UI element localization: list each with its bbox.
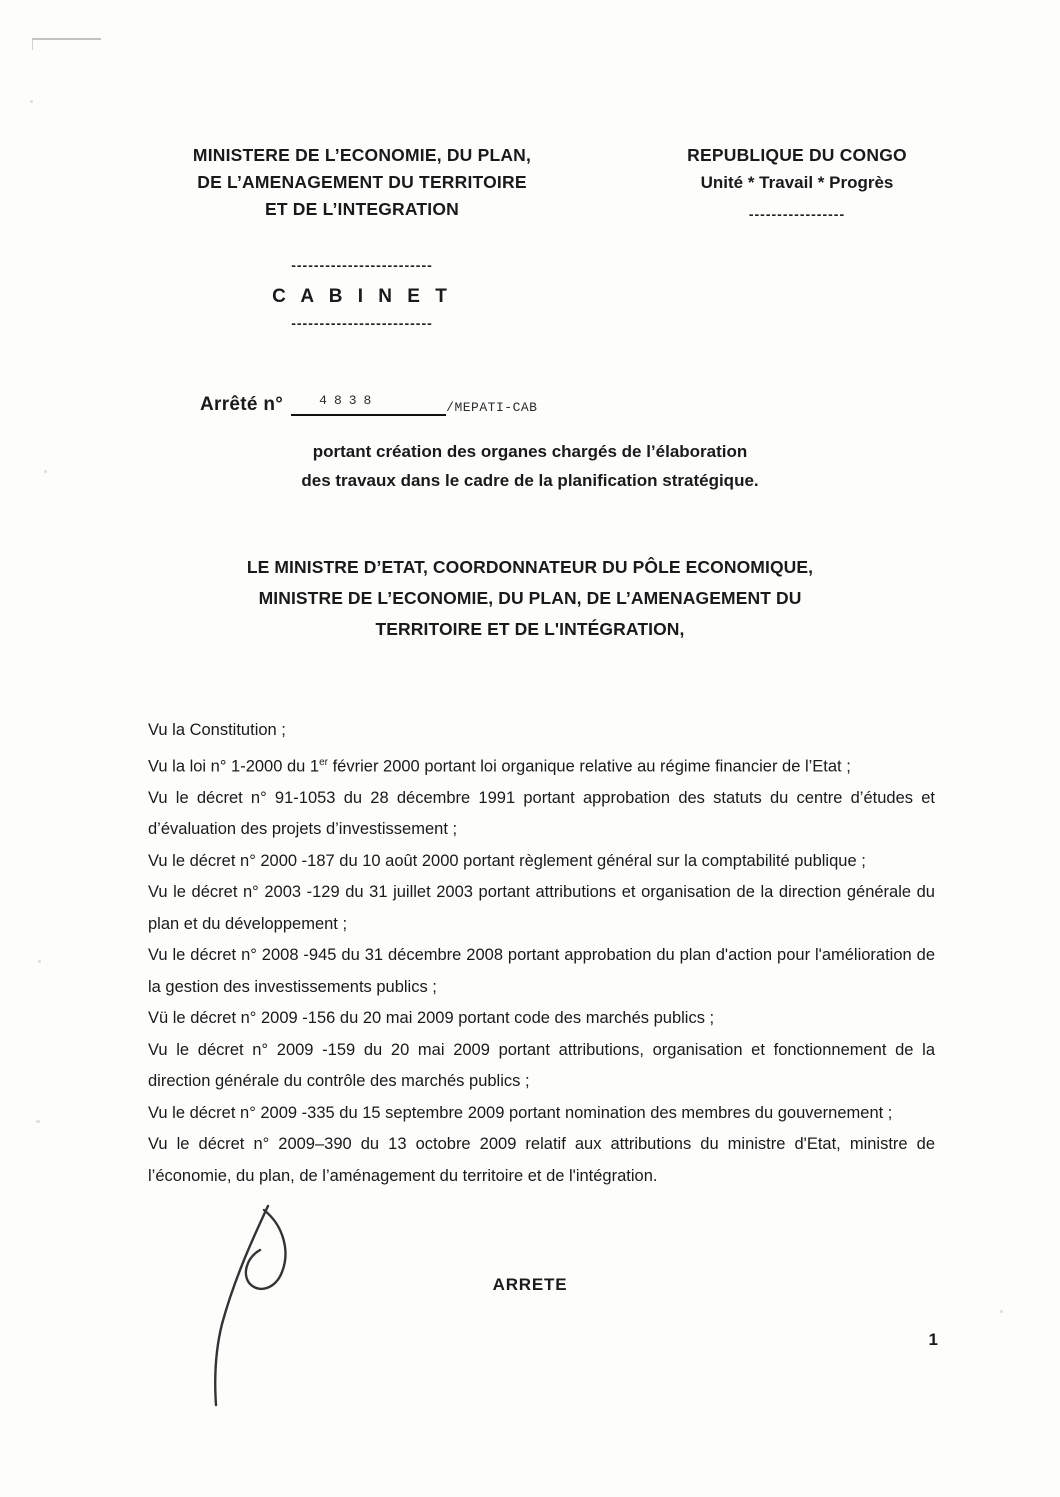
separator-cabinet-bottom: ------------------------- xyxy=(291,315,433,331)
reference-number: 4838 xyxy=(319,393,379,408)
recital-item: Vu la loi n° 1-2000 du 1er février 2000 portant loi organique relative au régime financier de l’Etat ; xyxy=(148,756,851,775)
scan-artifact-corner xyxy=(32,38,101,50)
handwritten-signature xyxy=(190,1200,330,1410)
authority-title-block xyxy=(110,552,950,645)
recital-item: Vü le décret n° 2009 -156 du 20 mai 2009 portant code des marchés publics ; xyxy=(148,1009,715,1027)
separator-cabinet-top: ------------------------- xyxy=(291,257,433,273)
ministry-line-2: DE L’AMENAGEMENT DU TERRITOIRE xyxy=(197,172,527,192)
scan-speck xyxy=(36,1120,40,1123)
ministry-line-1: MINISTERE DE L’ECONOMIE, DU PLAN, xyxy=(192,145,532,165)
ministry-line-3: ET DE L’INTEGRATION xyxy=(264,199,460,219)
document-header xyxy=(0,142,1060,223)
separator-right: ----------------- xyxy=(748,206,846,222)
cabinet-label: C A B I N E T xyxy=(272,286,452,307)
recital-item: Vu le décret n° 2003 -129 du 31 juillet 2003 portant attributions et organisation de la direction générale du plan et du développement ; xyxy=(148,883,935,933)
page-number: 1 xyxy=(928,1330,938,1349)
recital-item: Vu le décret n° 2009 -159 du 20 mai 2009 portant attributions, organisation et fonctionnement de la direction générale du contrôle des marchés publics ; xyxy=(148,1040,935,1090)
scan-speck xyxy=(38,960,41,963)
decision-word: ARRETE xyxy=(492,1275,568,1294)
authority-title-line-1: LE MINISTRE D’ETAT, COORDONNATEUR DU PÔLE ECONOMIQUE, xyxy=(246,557,814,577)
ministry-block xyxy=(112,142,612,223)
recital-item: Vu le décret n° 2008 -945 du 31 décembre 2008 portant approbation du plan d'action pour l'amélioration de la gestion des investissements publics ; xyxy=(148,946,935,996)
reference-row xyxy=(200,388,537,416)
recital-item: Vu la Constitution ; xyxy=(148,721,286,739)
recital-item: Vu le décret n° 2009 -335 du 15 septembre 2009 portant nomination des membres du gouvernement ; xyxy=(148,1103,893,1122)
republic-block xyxy=(632,142,962,223)
reference-suffix: /MEPATI-CAB xyxy=(446,400,538,415)
cabinet-block xyxy=(112,252,612,330)
republic-title: REPUBLIQUE DU CONGO xyxy=(687,145,907,165)
reference-number-field xyxy=(291,388,446,416)
scan-speck xyxy=(1000,1310,1003,1313)
authority-title-line-2: MINISTRE DE L’ECONOMIE, DU PLAN, DE L’AMENAGEMENT DU xyxy=(258,588,802,608)
subject-line-2: des travaux dans le cadre de la planification stratégique. xyxy=(301,471,759,490)
scan-speck xyxy=(30,100,33,103)
republic-motto: Unité * Travail * Progrès xyxy=(700,173,894,192)
authority-title-line-3: TERRITOIRE ET DE L'INTÉGRATION, xyxy=(375,619,685,639)
recitals-block xyxy=(148,715,935,1192)
scan-speck xyxy=(44,470,47,473)
subject-block xyxy=(120,437,940,495)
recital-item: Vu le décret n° 2000 -187 du 10 août 2000 portant règlement général sur la comptabilité publique ; xyxy=(148,851,866,870)
recital-item: Vu le décret n° 91-1053 du 28 décembre 1991 portant approbation des statuts du centre d’études et d’évaluation des projets d’investissement ; xyxy=(148,788,935,838)
recital-item: Vu le décret n° 2009–390 du 13 octobre 2009 relatif aux attributions du ministre d'Etat, ministre de l’économie, du plan, de l’aménagement du territoire et de l'intégration. xyxy=(148,1135,935,1185)
reference-label: Arrêté n° xyxy=(200,394,284,415)
subject-line-1: portant création des organes chargés de l’élaboration xyxy=(312,442,748,461)
